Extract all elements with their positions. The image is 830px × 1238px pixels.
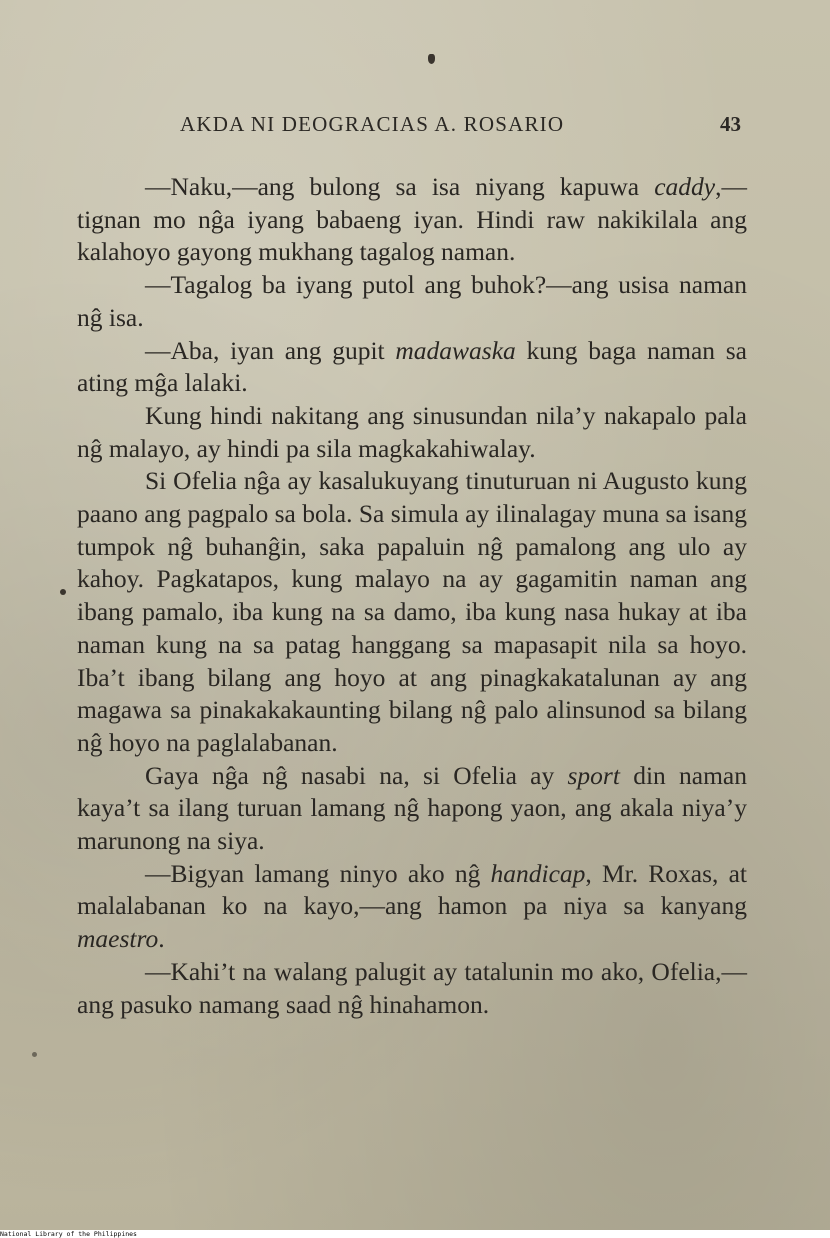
page-header bbox=[0, 112, 830, 142]
italic-term: sport bbox=[567, 760, 620, 790]
paragraph: —Bigyan lamang ninyo ako nĝ handicap, Mr. Roxas, at malalabanan ko na kayo,—ang hamon pa niya sa kanyang maestro. bbox=[77, 858, 747, 954]
running-head: AKDA NI DEOGRACIAS A. ROSARIO bbox=[180, 112, 565, 136]
ink-speck-top bbox=[428, 54, 435, 64]
ink-speck-margin-lower bbox=[32, 1052, 37, 1057]
footer-credit: National Library of the Philippines bbox=[0, 1230, 137, 1238]
paragraph: Si Ofelia nĝa ay kasalukuyang tinuturuan ni Augusto kung paano ang pagpalo sa bola. Sa simula ay ilinalagay muna sa isang tumpok nĝ buhanĝin, saka papaluin nĝ pamalong ang ulo ay kahoy. Pagkatapos, kung malayo na ay gagamitin naman ang ibang pamalo, iba kung na sa damo, iba kung nasa hukay at iba naman kung na sa patag hanggang sa mapasapit nila sa hoyo. Iba’t ibang bilang ang hoyo at ang pinagkakatalunan ay ang magawa sa pinakakakaunting bilang nĝ palo alinsunod sa bilang nĝ hoyo na paglalabanan. bbox=[77, 466, 747, 757]
paragraph: —Kahi’t na walang palugit ay tatalunin mo ako, Ofelia,—ang pasuko namang saad nĝ hinahamon. bbox=[77, 956, 747, 1019]
paragraph: Kung hindi nakitang ang sinusundan nila’y nakapalo pala nĝ malayo, ay hindi pa sila magkakahiwalay. bbox=[77, 400, 747, 463]
italic-term: madawaska bbox=[395, 335, 516, 365]
paragraph: Gaya nĝa nĝ nasabi na, si Ofelia ay sport din naman kaya’t sa ilang turuan lamang nĝ hapong yaon, ang akala niya’y marunong na siya. bbox=[77, 760, 747, 856]
paragraph: —Naku,—ang bulong sa isa niyang kapuwa caddy,—tignan mo nĝa iyang babaeng iyan. Hindi raw nakikilala ang kalahoyo gayong mukhang tagalog naman. bbox=[77, 172, 747, 267]
italic-term: caddy bbox=[654, 172, 716, 201]
page-number: 43 bbox=[720, 112, 741, 136]
italic-term: handicap bbox=[490, 858, 586, 888]
paragraph: —Aba, iyan ang gupit madawaska kung baga naman sa ating mĝa lalaki. bbox=[77, 335, 747, 398]
paragraph: —Tagalog ba iyang putol ang buhok?—ang usisa naman nĝ isa. bbox=[77, 270, 747, 332]
ink-speck-margin-left bbox=[60, 589, 66, 595]
body-text bbox=[77, 171, 747, 1021]
italic-term: maestro bbox=[77, 924, 159, 954]
